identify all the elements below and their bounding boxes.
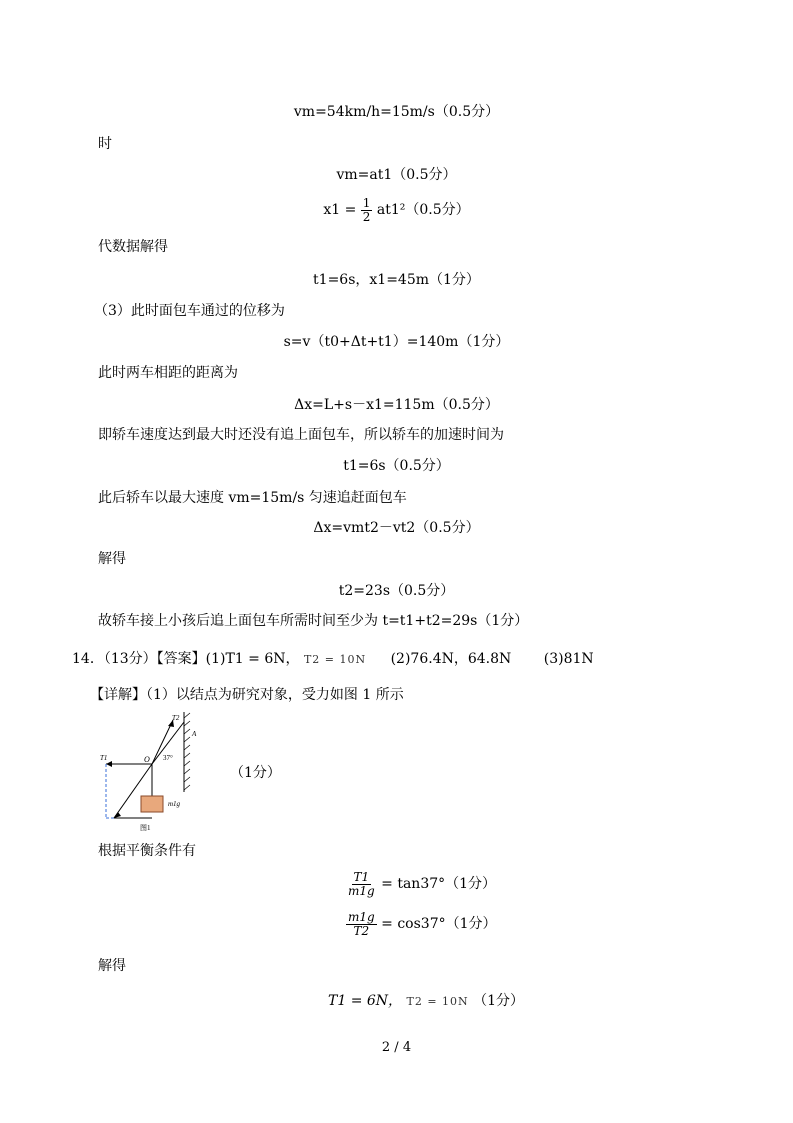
x1-frac-num: 1: [362, 195, 371, 210]
eq2-rhs: = cos37°（1分）: [381, 916, 497, 932]
x1-lhs: x1 =: [323, 202, 357, 218]
t2-label: T2: [172, 714, 180, 722]
x1-frac-den: 2: [362, 209, 371, 224]
x1-equation: [0, 196, 793, 224]
jie-de-1: 解得: [98, 551, 126, 567]
final-score: （1分）: [473, 993, 525, 1009]
q14-part2: (2)76.4N，64.8N: [390, 651, 512, 667]
jie-de-2: 解得: [98, 958, 126, 974]
resultant-arrowhead: [114, 812, 121, 818]
t2-result: t2=23s（0.5分）: [338, 583, 455, 599]
final-t1: T1 = 6N，: [328, 993, 403, 1009]
eq1: [346, 868, 496, 900]
dai-shu-text: 代数据解得: [98, 239, 168, 255]
part3-intro: （3）此时面包车通过的位移为: [94, 303, 285, 319]
angle-label: 37°: [163, 754, 173, 762]
wall-hatch: [184, 713, 190, 790]
q14-t1: T1 = 6N，: [225, 651, 300, 667]
eq2-den: T2: [353, 923, 370, 938]
t1-label: T1: [100, 754, 108, 762]
eq1-num: T1: [353, 869, 370, 884]
q14-t2: T2 = 10N: [303, 653, 367, 666]
t1-6s: t1=6s（0.5分）: [343, 458, 450, 474]
o-label: O: [144, 755, 150, 764]
reason-text: 即轿车速度达到最大时还没有追上面包车，所以轿车的加速时间为: [98, 427, 504, 443]
after-text: 此后轿车以最大速度 vm=15m/s 匀速追赶面包车: [98, 490, 407, 506]
eq1-rhs: = tan37°（1分）: [381, 876, 497, 892]
x1-fraction: [361, 197, 373, 224]
q14-head: 14．（13分）【答案】(1): [72, 651, 226, 667]
conclusion-text: 故轿车接上小孩后追上面包车所需时间至少为 t=t1+t2=29s（1分）: [98, 613, 529, 629]
mass-block: [141, 796, 163, 812]
eq2: [346, 908, 497, 940]
distance-text: 此时两车相距的距离为: [98, 365, 238, 381]
vm-at1-equation: vm=at1（0.5分）: [336, 167, 457, 183]
shi-label: 时: [98, 136, 112, 152]
eq2-num: m1g: [348, 909, 375, 924]
figure-caption: 图1: [140, 824, 151, 832]
final-t2: T2 = 10N: [406, 995, 469, 1008]
s-equation: s=v（t0+Δt+t1）=140m（1分）: [283, 334, 510, 350]
figure-score: （1分）: [230, 765, 281, 781]
balance-text: 根据平衡条件有: [98, 843, 196, 859]
dx-equation: Δx=L+s－x1=115m（0.5分）: [294, 397, 499, 413]
a-label: A: [192, 730, 197, 738]
eq2-fraction: [346, 911, 377, 938]
q14-answer-line: [72, 650, 594, 669]
mg-label: m1g: [168, 800, 181, 808]
vm-equation: vm=54km/h=15m/s（0.5分）: [293, 104, 500, 120]
detail-text: 【详解】（1）以结点为研究对象，受力如图 1 所示: [90, 687, 404, 703]
page-number: 2 / 4: [381, 1040, 412, 1055]
eq1-den: m1g: [348, 883, 375, 898]
x1-rhs: at1²（0.5分）: [376, 202, 470, 218]
final-result: [328, 992, 524, 1011]
q14-part3: (3)81N: [543, 651, 594, 667]
dx-vm-equation: Δx=vmt2－vt2（0.5分）: [313, 520, 480, 536]
t1-x1-result: t1=6s，x1=45m（1分）: [313, 272, 480, 288]
force-diagram: [100, 712, 230, 834]
eq1-fraction: [346, 871, 377, 898]
